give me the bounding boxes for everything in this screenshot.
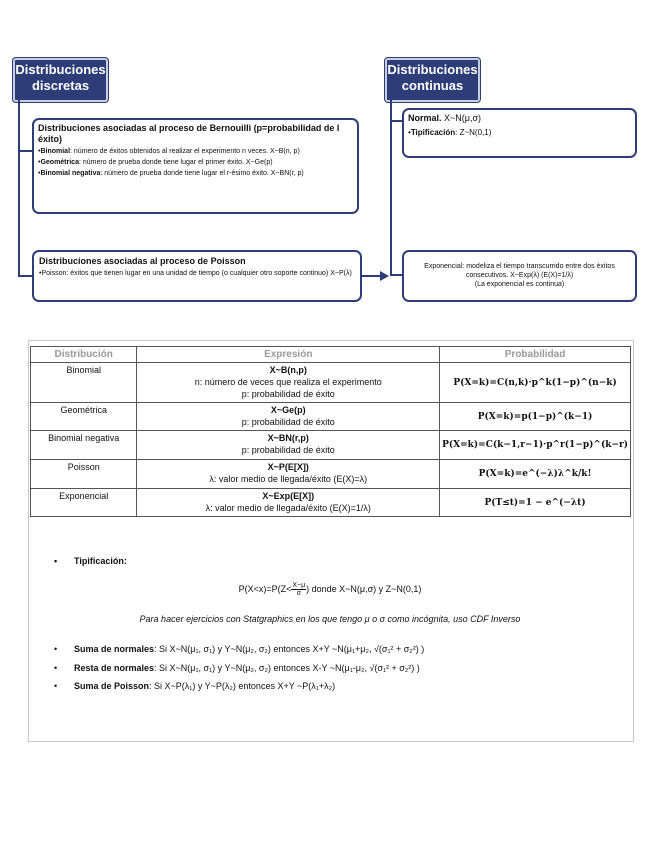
bernoulli-title: Distribuciones asociadas al proceso de Bernouilli (p=probabilidad de l éxito) — [38, 123, 340, 144]
tip-title: Tipificación: — [74, 556, 127, 566]
discretas-header-line1: Distribuciones — [15, 62, 106, 77]
binneg-label: Binomial negativa — [40, 170, 101, 177]
poisson-item-label: Poisson — [41, 270, 67, 277]
disc-connector-poisson — [18, 275, 32, 277]
bernoulli-item-binomial: •Binomial: número de éxitos obtenidos al realizar el experimento n veces. X~B(n, p) — [38, 148, 300, 155]
row-expr-main: X~BN(r,p) — [267, 433, 309, 443]
table-row — [31, 431, 631, 460]
poisson-sum-text: : Si X~P(λ₁) y Y~P(λ₂) entonces X+Y ~P(λ₁+λ₂) — [149, 681, 336, 691]
row-name: Geométrica — [31, 403, 137, 431]
row-expr — [137, 489, 440, 517]
bernoulli-item-binneg: •Binomial negativa: número de prueba donde tiene lugar el r-ésimo éxito. X~BN(r, p) — [38, 170, 304, 177]
tip-formula-b: ) donde X~N(μ,σ) y Z~N(0,1) — [306, 583, 422, 594]
statgraphics-note: Para hacer ejercicios con Statgraphics en los que tengo μ o σ como incógnita, uso CDF Inverso — [139, 614, 521, 624]
row-name: Binomial negativa — [31, 431, 137, 460]
row-expr — [137, 431, 440, 460]
row-prob: P(X=k)=e^(−λ)λ^k/k! — [440, 460, 631, 489]
table-row — [31, 403, 631, 431]
bullet-icon: • — [54, 663, 58, 673]
normal-tip-text: : Z~N(0,1) — [455, 128, 492, 137]
row-name: Poisson — [31, 460, 137, 489]
cont-connector-exp — [390, 274, 402, 276]
poisson-box — [32, 250, 362, 302]
row-expr — [137, 403, 440, 431]
tip-note — [54, 555, 127, 567]
geometrica-label: Geométrica — [40, 159, 79, 166]
suma-normales-note — [54, 643, 425, 655]
row-expr-line: p: probabilidad de éxito — [241, 389, 335, 399]
discretas-header — [13, 58, 108, 102]
bullet-icon: • — [54, 644, 58, 654]
bullet-icon: • — [54, 681, 58, 691]
continuas-header-line1: Distribuciones — [387, 62, 478, 77]
normal-tip: •Tipificación: Z~N(0,1) — [408, 128, 492, 137]
tip-formula — [28, 582, 632, 597]
resta-normales-note — [54, 662, 420, 674]
row-prob: P(T≤t)=1 − e^(−λt) — [440, 489, 631, 517]
bernoulli-box — [32, 118, 359, 214]
suma-label: Suma de normales — [74, 644, 155, 654]
poisson-title: Distribuciones asociadas al proceso de Poisson — [39, 256, 246, 266]
tip-fraction-num: X−μ — [292, 582, 306, 589]
table-header-row — [31, 347, 631, 363]
disc-connector-vertical — [18, 100, 20, 276]
row-expr-main: X~P(E[X]) — [267, 462, 309, 472]
table-row — [31, 460, 631, 489]
tip-formula-a: P(X<x)=P(Z< — [238, 583, 292, 594]
row-expr-line: n: número de veces que realiza el experimento — [194, 377, 382, 387]
tip-fraction — [291, 582, 306, 597]
poisson-sum-label: Suma de Poisson — [74, 681, 150, 691]
row-expr-main: X~B(n,p) — [269, 365, 307, 375]
row-name: Binomial — [31, 363, 137, 403]
header-expresion: Expresión — [137, 347, 440, 363]
row-expr-main: X~Ge(p) — [270, 405, 306, 415]
resta-label: Resta de normales — [74, 663, 155, 673]
row-expr — [137, 363, 440, 403]
poisson-item-text: : éxitos que tienen lugar en una unidad de tiempo (o cualquier otro soporte continuo) X~P(λ) — [66, 270, 352, 277]
row-expr-line: λ: valor medio de llegada/éxito (E(X)=1/λ) — [205, 503, 371, 513]
row-expr-line: p: probabilidad de éxito — [241, 445, 335, 455]
poisson-item: •Poisson: éxitos que tienen lugar en una unidad de tiempo (o cualquier otro soporte continuo) X~P(λ) — [39, 270, 352, 277]
row-expr-line: λ: valor medio de llegada/éxito (E(X)=λ) — [209, 474, 368, 484]
header-probabilidad: Probabilidad — [440, 347, 631, 363]
bullet-icon: • — [54, 556, 58, 566]
tip-fraction-den: σ — [296, 590, 301, 597]
resta-text: : Si X~N(μ₁, σ₁) y Y~N(μ₂, σ₂) entonces X-Y ~N(μ₁-μ₂, √(σ₁² + σ₂²) ) — [154, 663, 420, 673]
header-distribucion: Distribución — [31, 347, 137, 363]
normal-line — [408, 113, 631, 124]
binneg-text: : número de prueba donde tiene lugar el r-ésimo éxito. X~BN(r, p) — [100, 170, 304, 177]
continuas-header-line2: continuas — [401, 78, 464, 93]
table-row — [31, 363, 631, 403]
suma-text: : Si X~N(μ₁, σ₁) y Y~N(μ₂, σ₂) entonces X+Y ~N(μ₁+μ₂, √(σ₁² + σ₂²) ) — [154, 644, 425, 654]
poisson-exp-arrow-shaft — [362, 275, 382, 277]
exponencial-box — [402, 250, 637, 302]
cont-connector-normal — [390, 120, 402, 122]
table-row — [31, 489, 631, 517]
exponencial-note: (La exponencial es continua) — [474, 281, 565, 288]
continuas-header — [385, 58, 480, 102]
bernoulli-item-geometrica: •Geométrica: número de prueba donde tiene lugar el primer éxito. X~Ge(p) — [38, 159, 273, 166]
normal-box — [402, 108, 637, 158]
geometrica-text: : número de prueba donde tiene lugar el primer éxito. X~Ge(p) — [78, 159, 273, 166]
exponencial-text: Exponencial: modeliza el tiempo transcurrido entre dos éxitos consecutivos. X~Exp(λ) (E(X)=1/λ) — [424, 263, 615, 279]
row-prob: P(X=k)=C(k−1,r−1)·p^r(1−p)^(k−r) — [440, 431, 631, 460]
row-expr — [137, 460, 440, 489]
row-name: Exponencial — [31, 489, 137, 517]
discretas-header-line2: discretas — [31, 78, 90, 93]
normal-formula: X~N(μ,σ) — [444, 113, 482, 123]
row-expr-line: p: probabilidad de éxito — [241, 417, 335, 427]
binomial-label: Binomial — [40, 148, 71, 155]
normal-tip-label: Tipificación — [410, 128, 456, 137]
disc-connector-bernoulli — [18, 150, 32, 152]
cont-connector-vertical — [390, 100, 392, 275]
distribution-table — [30, 346, 631, 517]
suma-poisson-note — [54, 680, 336, 692]
poisson-exp-arrowhead — [380, 271, 389, 281]
row-expr-main: X~Exp(E[X]) — [262, 491, 315, 501]
normal-label: Normal. — [408, 113, 442, 123]
binomial-text: : número de éxitos obtenidos al realizar el experimento n veces. X~B(n, p) — [70, 148, 300, 155]
row-prob: P(X=k)=C(n,k)·p^k(1−p)^(n−k) — [440, 363, 631, 403]
row-prob: P(X=k)=p(1−p)^(k−1) — [440, 403, 631, 431]
